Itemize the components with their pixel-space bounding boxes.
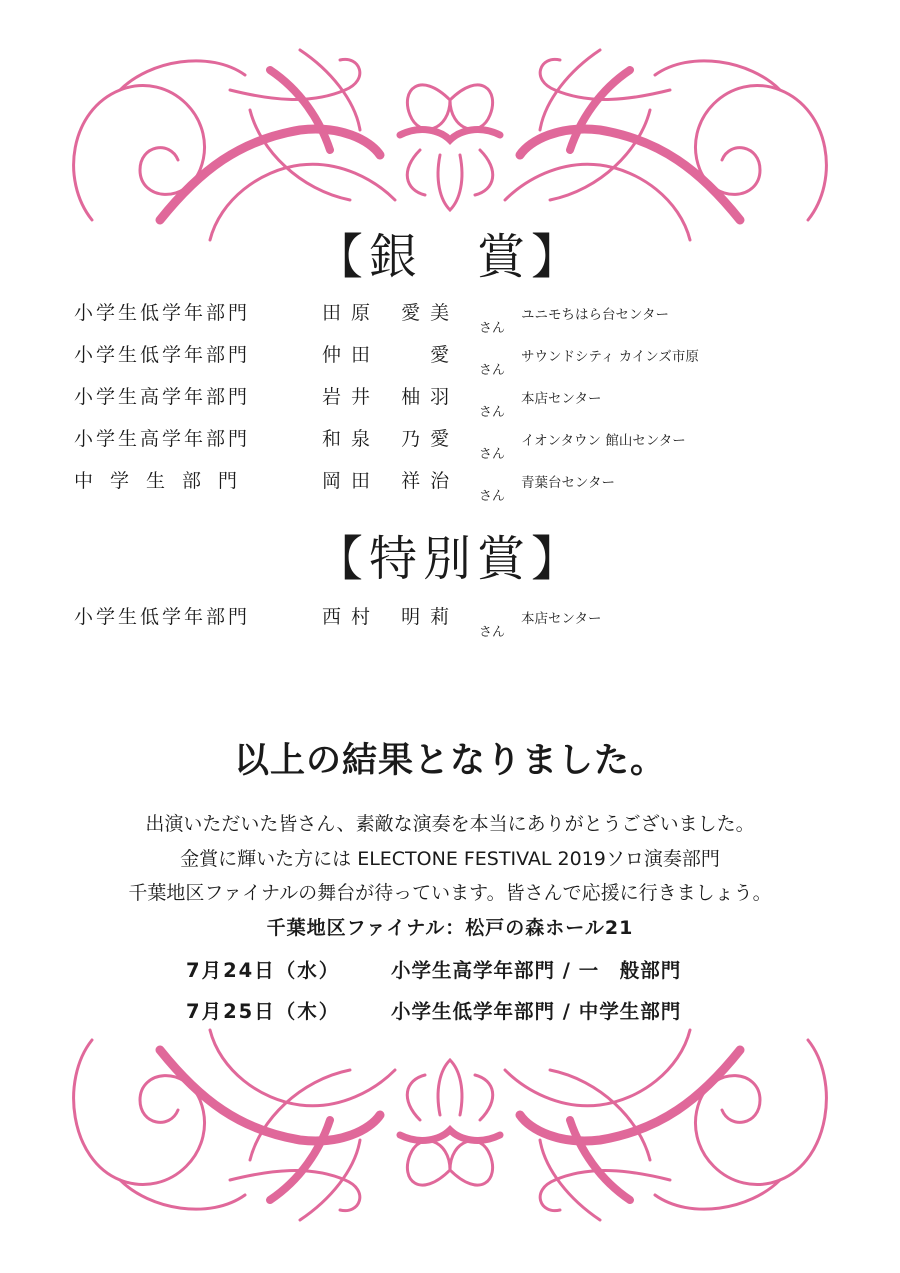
honorific-suffix: さん [479,405,506,420]
message-line: 千葉地区ファイナルの舞台が待っています。皆さんで応援に行きましょう。 [128,882,772,904]
winner-center: 青葉台センター [521,475,615,491]
message-line: 金賞に輝いた方には ELECTONE FESTIVAL 2019ソロ演奏部門 [180,848,720,870]
winner-row [0,340,900,382]
winner-name: 田 原 愛 美 [322,302,452,324]
final-venue-title: 千葉地区ファイナル：松戸の森ホール21 [266,917,634,939]
schedule-date: 7月24日（水） [186,959,341,982]
winner-row [0,298,900,340]
winner-name: 岡 田 祥 治 [322,470,452,492]
schedule-departments: 小学生高学年部門 / 一 般部門 [391,959,682,982]
winner-name: 西 村 明 莉 [322,606,452,628]
honorific-suffix: さん [479,363,506,378]
special-award-heading: 【特別賞】 [314,531,585,587]
winner-name: 仲 田 愛 [322,344,452,366]
winner-name: 和 泉 乃 愛 [322,428,452,450]
winner-center: サウンドシティ カインズ市原 [521,349,699,365]
winner-center: ユニモちはら台センター [521,307,669,323]
winner-center: 本店センター [521,611,602,627]
winner-row [0,602,900,644]
winner-category: 小学生高学年部門 [74,386,251,408]
silver-award-heading: 【銀 賞】 [314,229,585,285]
winner-row [0,466,900,508]
message-line: 出演いただいた皆さん、素敵な演奏を本当にありがとうございました。 [145,813,755,835]
winner-center: 本店センター [521,391,602,407]
silver-winner-list [0,298,900,508]
honorific-suffix: さん [479,625,506,640]
winner-category: 小学生低学年部門 [74,344,251,366]
winner-category: 小学生低学年部門 [74,302,251,324]
pink-scroll-ornament-icon [0,30,900,250]
winner-name: 岩 井 柚 羽 [322,386,452,408]
honorific-suffix: さん [479,489,506,504]
winner-center: イオンタウン 館山センター [521,433,686,449]
schedule-row [186,955,681,983]
winner-category: 小学生高学年部門 [74,428,251,450]
honorific-suffix: さん [479,447,506,462]
schedule-date: 7月25日（木） [186,1000,341,1023]
result-title: 以上の結果となりました。 [233,741,666,781]
schedule-departments: 小学生低学年部門 / 中学生部門 [391,1000,682,1023]
pink-scroll-ornament-icon [0,1010,900,1240]
winner-row [0,382,900,424]
winner-category: 小学生低学年部門 [74,606,251,628]
honorific-suffix: さん [479,321,506,336]
winner-category: 中学生部門 [74,470,255,492]
special-winner-list [0,602,900,644]
winner-row [0,424,900,466]
